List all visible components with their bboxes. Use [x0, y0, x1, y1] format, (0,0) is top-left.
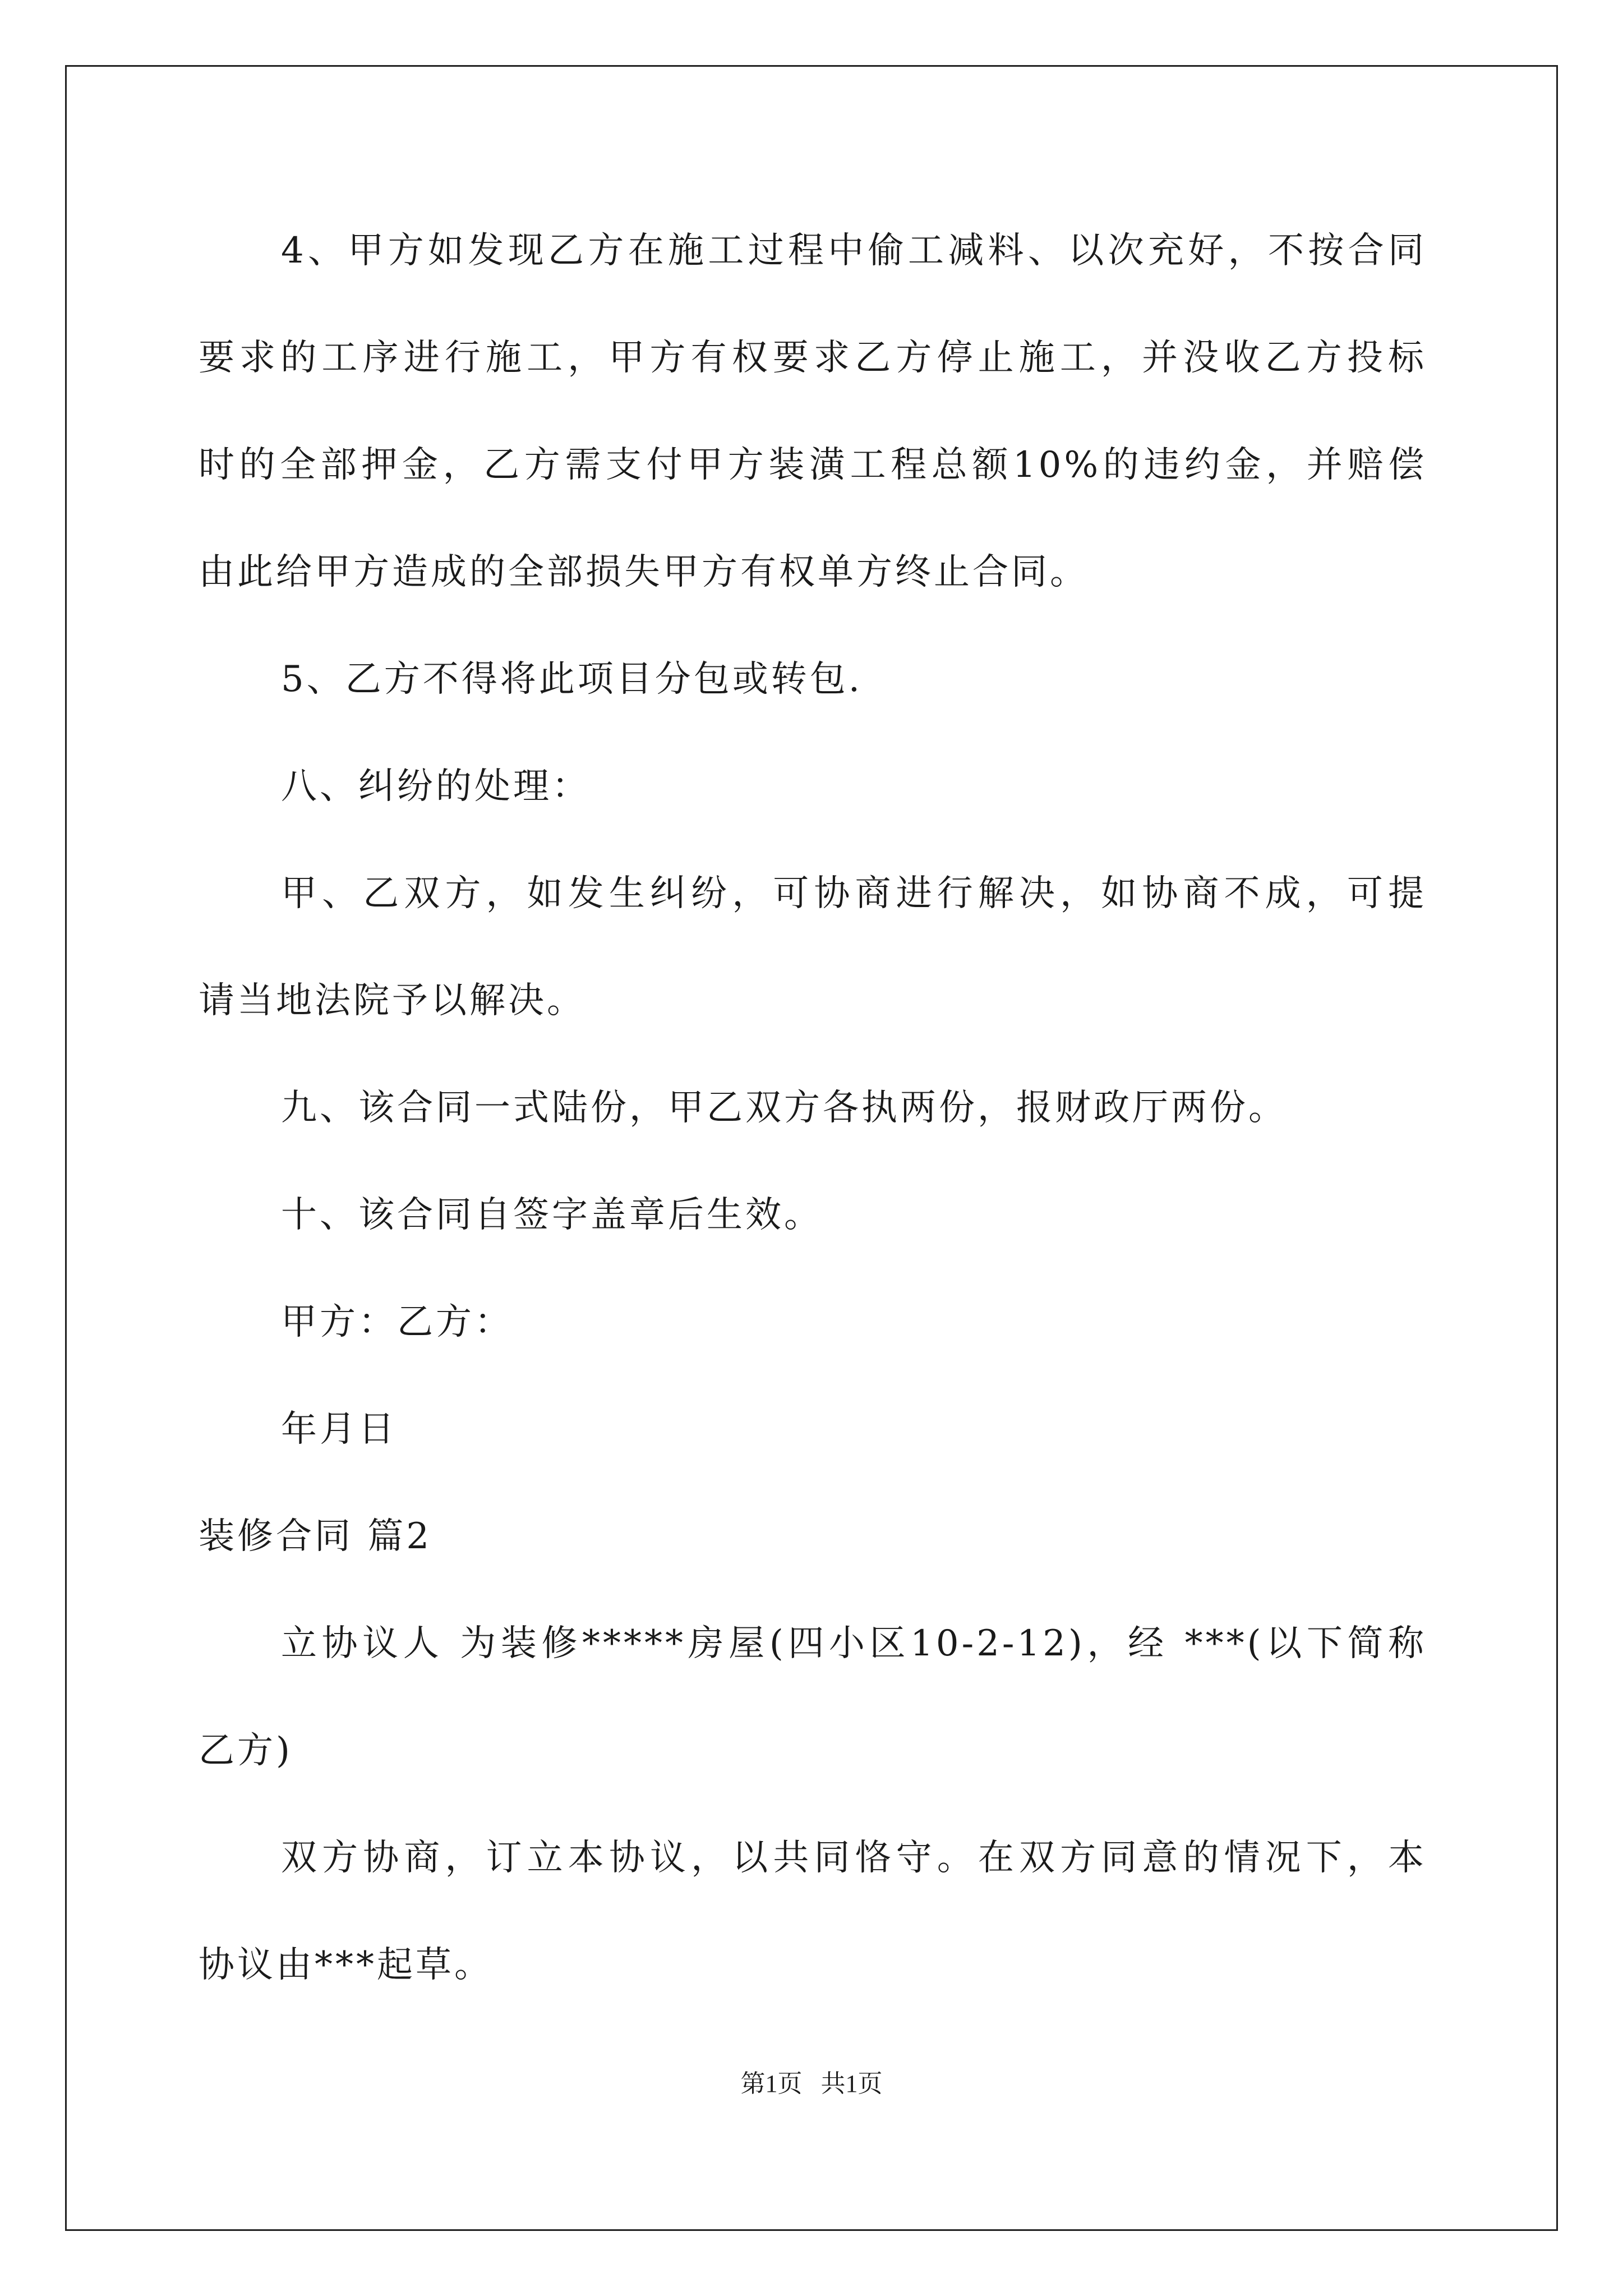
page-border [65, 65, 1558, 2231]
paragraph-line: 4、甲方如发现乙方在施工过程中偷工减料、以次充好，不按合同 [281, 230, 1427, 272]
signature-line: 甲方：乙方： [281, 1301, 513, 1343]
paragraph-line: 双方协商，订立本协议，以共同恪守。在双方同意的情况下，本 [281, 1837, 1427, 1879]
paragraph-line: 要求的工序进行施工，甲方有权要求乙方停止施工，并没收乙方投标 [199, 337, 1427, 379]
paragraph-line: 甲、乙双方，如发生纠纷，可协商进行解决，如协商不成，可提 [281, 873, 1427, 914]
section-heading: 八、纠纷的处理： [281, 766, 591, 807]
paragraph-line: 由此给甲方造成的全部损失甲方有权单方终止合同。 [199, 551, 1089, 593]
paragraph-line: 5、乙方不得将此项目分包或转包. [281, 659, 863, 700]
section-heading: 十、该合同自签字盖章后生效。 [281, 1194, 823, 1236]
date-line: 年月日 [281, 1409, 397, 1450]
article-title: 装修合同 篇2 [199, 1516, 432, 1557]
paragraph-line: 请当地法院予以解决。 [199, 980, 585, 1022]
paragraph-line: 协议由***起草。 [199, 1944, 493, 1986]
paragraph-line: 时的全部押金，乙方需支付甲方装潢工程总额10%的违约金，并赔偿 [199, 444, 1427, 486]
section-heading: 九、该合同一式陆份，甲乙双方各执两份，报财政厅两份。 [281, 1087, 1287, 1129]
paragraph-line: 乙方) [199, 1730, 293, 1772]
paragraph-line: 立协议人 为装修*****房屋(四小区10-2-12)，经 ***(以下简称 [281, 1623, 1427, 1664]
page-footer: 第1页 共1页 [740, 2070, 883, 2097]
